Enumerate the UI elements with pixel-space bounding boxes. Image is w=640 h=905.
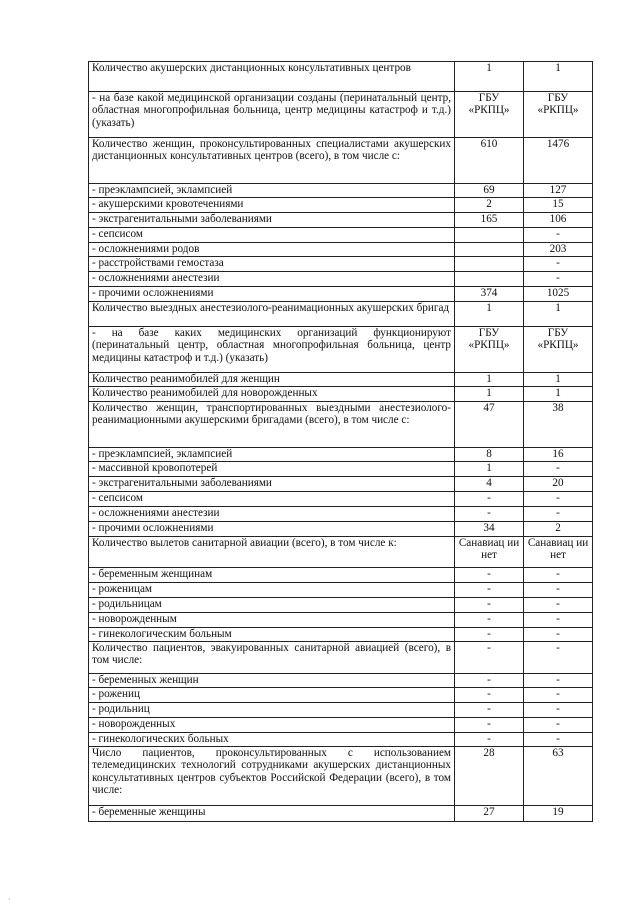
row-label: Количество выездных анестезиолого-реанимационных акушерских бригад — [89, 302, 455, 327]
row-label: - гинекологических больных — [89, 733, 455, 747]
row-label: - беременным женщинам — [89, 568, 455, 583]
table-row — [89, 583, 593, 598]
value-column-1: - — [455, 598, 524, 613]
row-label: - рожениц — [89, 688, 455, 703]
table-row — [89, 373, 593, 387]
value-column-2: - — [524, 598, 593, 613]
table-row — [89, 92, 593, 138]
value-column-1: - — [455, 703, 524, 718]
value-column-2: - — [524, 613, 593, 628]
value-column-2: 63 — [524, 747, 593, 806]
value-column-1: 27 — [455, 806, 524, 822]
value-column-2: 106 — [524, 213, 593, 228]
value-column-2: - — [524, 272, 593, 287]
value-column-1: 4 — [455, 477, 524, 492]
value-column-1: 47 — [455, 402, 524, 448]
value-column-1: - — [455, 507, 524, 522]
table-row — [89, 613, 593, 628]
value-column-2: 127 — [524, 184, 593, 198]
value-column-2: ГБУ «РКПЦ» — [524, 92, 593, 138]
value-column-1: - — [455, 492, 524, 507]
row-label: Количество вылетов санитарной авиации (всего), в том числе к: — [89, 537, 455, 568]
row-label: - сепсисом — [89, 228, 455, 243]
value-column-2: - — [524, 228, 593, 243]
value-column-1: 34 — [455, 522, 524, 537]
row-label: Количество реанимобилей для женщин — [89, 373, 455, 387]
table-row — [89, 272, 593, 287]
value-column-2: - — [524, 583, 593, 598]
table-row — [89, 688, 593, 703]
value-column-1: 374 — [455, 287, 524, 302]
table-row — [89, 243, 593, 257]
table-row — [89, 598, 593, 613]
value-column-1: - — [455, 688, 524, 703]
row-label: - роженицам — [89, 583, 455, 598]
table-row — [89, 184, 593, 198]
table-row — [89, 537, 593, 568]
statistics-table — [88, 61, 593, 822]
table-row — [89, 302, 593, 327]
table-row — [89, 402, 593, 448]
table-row — [89, 287, 593, 302]
row-label: - родильницам — [89, 598, 455, 613]
table-row — [89, 642, 593, 674]
value-column-2: 1 — [524, 387, 593, 402]
row-label: - акушерскими кровотечениями — [89, 198, 455, 213]
value-column-1: 1 — [455, 387, 524, 402]
value-column-1: - — [455, 568, 524, 583]
value-column-1: 8 — [455, 448, 524, 462]
table-row — [89, 198, 593, 213]
value-column-2: - — [524, 674, 593, 688]
value-column-2: 1025 — [524, 287, 593, 302]
value-column-1: - — [455, 628, 524, 642]
row-label: - осложнениями родов — [89, 243, 455, 257]
value-column-2: - — [524, 642, 593, 674]
row-label: Количество реанимобилей для новорожденных — [89, 387, 455, 402]
value-column-1 — [455, 257, 524, 272]
table-body — [89, 62, 593, 822]
value-column-1: 69 — [455, 184, 524, 198]
row-label: - родильниц — [89, 703, 455, 718]
table-row — [89, 448, 593, 462]
value-column-1: - — [455, 583, 524, 598]
value-column-1: - — [455, 642, 524, 674]
row-label: - массивной кровопотерей — [89, 462, 455, 477]
value-column-2: 1 — [524, 62, 593, 92]
value-column-1: ГБУ «РКПЦ» — [455, 92, 524, 138]
table-row — [89, 522, 593, 537]
row-label: - новорожденным — [89, 613, 455, 628]
row-label: - беременные женщины — [89, 806, 455, 822]
table-row — [89, 477, 593, 492]
value-column-2: - — [524, 257, 593, 272]
value-column-1 — [455, 243, 524, 257]
value-column-2: - — [524, 492, 593, 507]
table-row — [89, 387, 593, 402]
table-row — [89, 747, 593, 806]
row-label: - на базе каких медицинских организаций функционируют (перинатальный центр, областная многопрофильная больница, центр медицины катастроф и т.д.) (указать) — [89, 327, 455, 373]
row-label: - сепсисом — [89, 492, 455, 507]
value-column-2: 16 — [524, 448, 593, 462]
table-row — [89, 257, 593, 272]
value-column-1: 28 — [455, 747, 524, 806]
table-row — [89, 718, 593, 733]
table-row — [89, 138, 593, 184]
table-row — [89, 806, 593, 822]
table-row — [89, 62, 593, 92]
value-column-1: 1 — [455, 462, 524, 477]
row-label: - прочими осложнениями — [89, 287, 455, 302]
row-label: - осложнениями анестезии — [89, 272, 455, 287]
row-label: - на базе какой медицинской организации созданы (перинатальный центр, областная многопрофильная больница, центр медицины катастроф и т.д.) (указать) — [89, 92, 455, 138]
row-label: - преэклампсией, эклампсией — [89, 448, 455, 462]
value-column-2: 1 — [524, 373, 593, 387]
value-column-1: Санавиац ии нет — [455, 537, 524, 568]
value-column-2: - — [524, 733, 593, 747]
row-label: - гинекологическим больным — [89, 628, 455, 642]
table-row — [89, 228, 593, 243]
row-label: Количество пациентов, эвакуированных санитарной авиацией (всего), в том числе: — [89, 642, 455, 674]
value-column-1: 2 — [455, 198, 524, 213]
table-row — [89, 492, 593, 507]
table-row — [89, 628, 593, 642]
value-column-2: 1476 — [524, 138, 593, 184]
value-column-2: - — [524, 703, 593, 718]
value-column-2: - — [524, 628, 593, 642]
row-label: Количество женщин, транспортированных выездными анестезиолого-реанимационными акушерскими бригадами (всего), в том числе с: — [89, 402, 455, 448]
row-label: - расстройствами гемостаза — [89, 257, 455, 272]
row-label: - экстрагенитальными заболеваниями — [89, 477, 455, 492]
value-column-1: 165 — [455, 213, 524, 228]
value-column-1: 1 — [455, 302, 524, 327]
table-row — [89, 507, 593, 522]
row-label: - преэклампсией, эклампсией — [89, 184, 455, 198]
row-label: Число пациентов, проконсультированных с использованием телемедицинских технологий сотрудниками акушерских дистанционных консультативных центров субъектов Российской Федерации (всего), в том числе: — [89, 747, 455, 806]
table-row — [89, 733, 593, 747]
value-column-2: 1 — [524, 302, 593, 327]
row-label: Количество акушерских дистанционных консультативных центров — [89, 62, 455, 92]
value-column-2: ГБУ «РКПЦ» — [524, 327, 593, 373]
row-label: - беременных женщин — [89, 674, 455, 688]
value-column-2: 20 — [524, 477, 593, 492]
value-column-2: 15 — [524, 198, 593, 213]
value-column-1 — [455, 272, 524, 287]
value-column-1: - — [455, 674, 524, 688]
table-row — [89, 674, 593, 688]
value-column-1: - — [455, 718, 524, 733]
table-row — [89, 213, 593, 228]
value-column-1: - — [455, 733, 524, 747]
value-column-2: - — [524, 688, 593, 703]
value-column-2: Санавиац ии нет — [524, 537, 593, 568]
value-column-2: 203 — [524, 243, 593, 257]
value-column-2: - — [524, 507, 593, 522]
row-label: Количество женщин, проконсультированных специалистами акушерских дистанционных консультативных центров (всего), в том числе с: — [89, 138, 455, 184]
value-column-1: ГБУ «РКПЦ» — [455, 327, 524, 373]
row-label: - экстрагенитальными заболеваниями — [89, 213, 455, 228]
value-column-2: 38 — [524, 402, 593, 448]
value-column-2: 2 — [524, 522, 593, 537]
value-column-1: - — [455, 613, 524, 628]
scan-mark: · — [8, 895, 11, 904]
value-column-1: 1 — [455, 62, 524, 92]
value-column-1: 610 — [455, 138, 524, 184]
row-label: - прочими осложнениями — [89, 522, 455, 537]
value-column-2: - — [524, 568, 593, 583]
value-column-1: 1 — [455, 373, 524, 387]
value-column-2: 19 — [524, 806, 593, 822]
row-label: - новорожденных — [89, 718, 455, 733]
value-column-1 — [455, 228, 524, 243]
table-row — [89, 568, 593, 583]
table-row — [89, 703, 593, 718]
value-column-2: - — [524, 462, 593, 477]
table-row — [89, 462, 593, 477]
value-column-2: - — [524, 718, 593, 733]
row-label: - осложнениями анестезии — [89, 507, 455, 522]
table-row — [89, 327, 593, 373]
